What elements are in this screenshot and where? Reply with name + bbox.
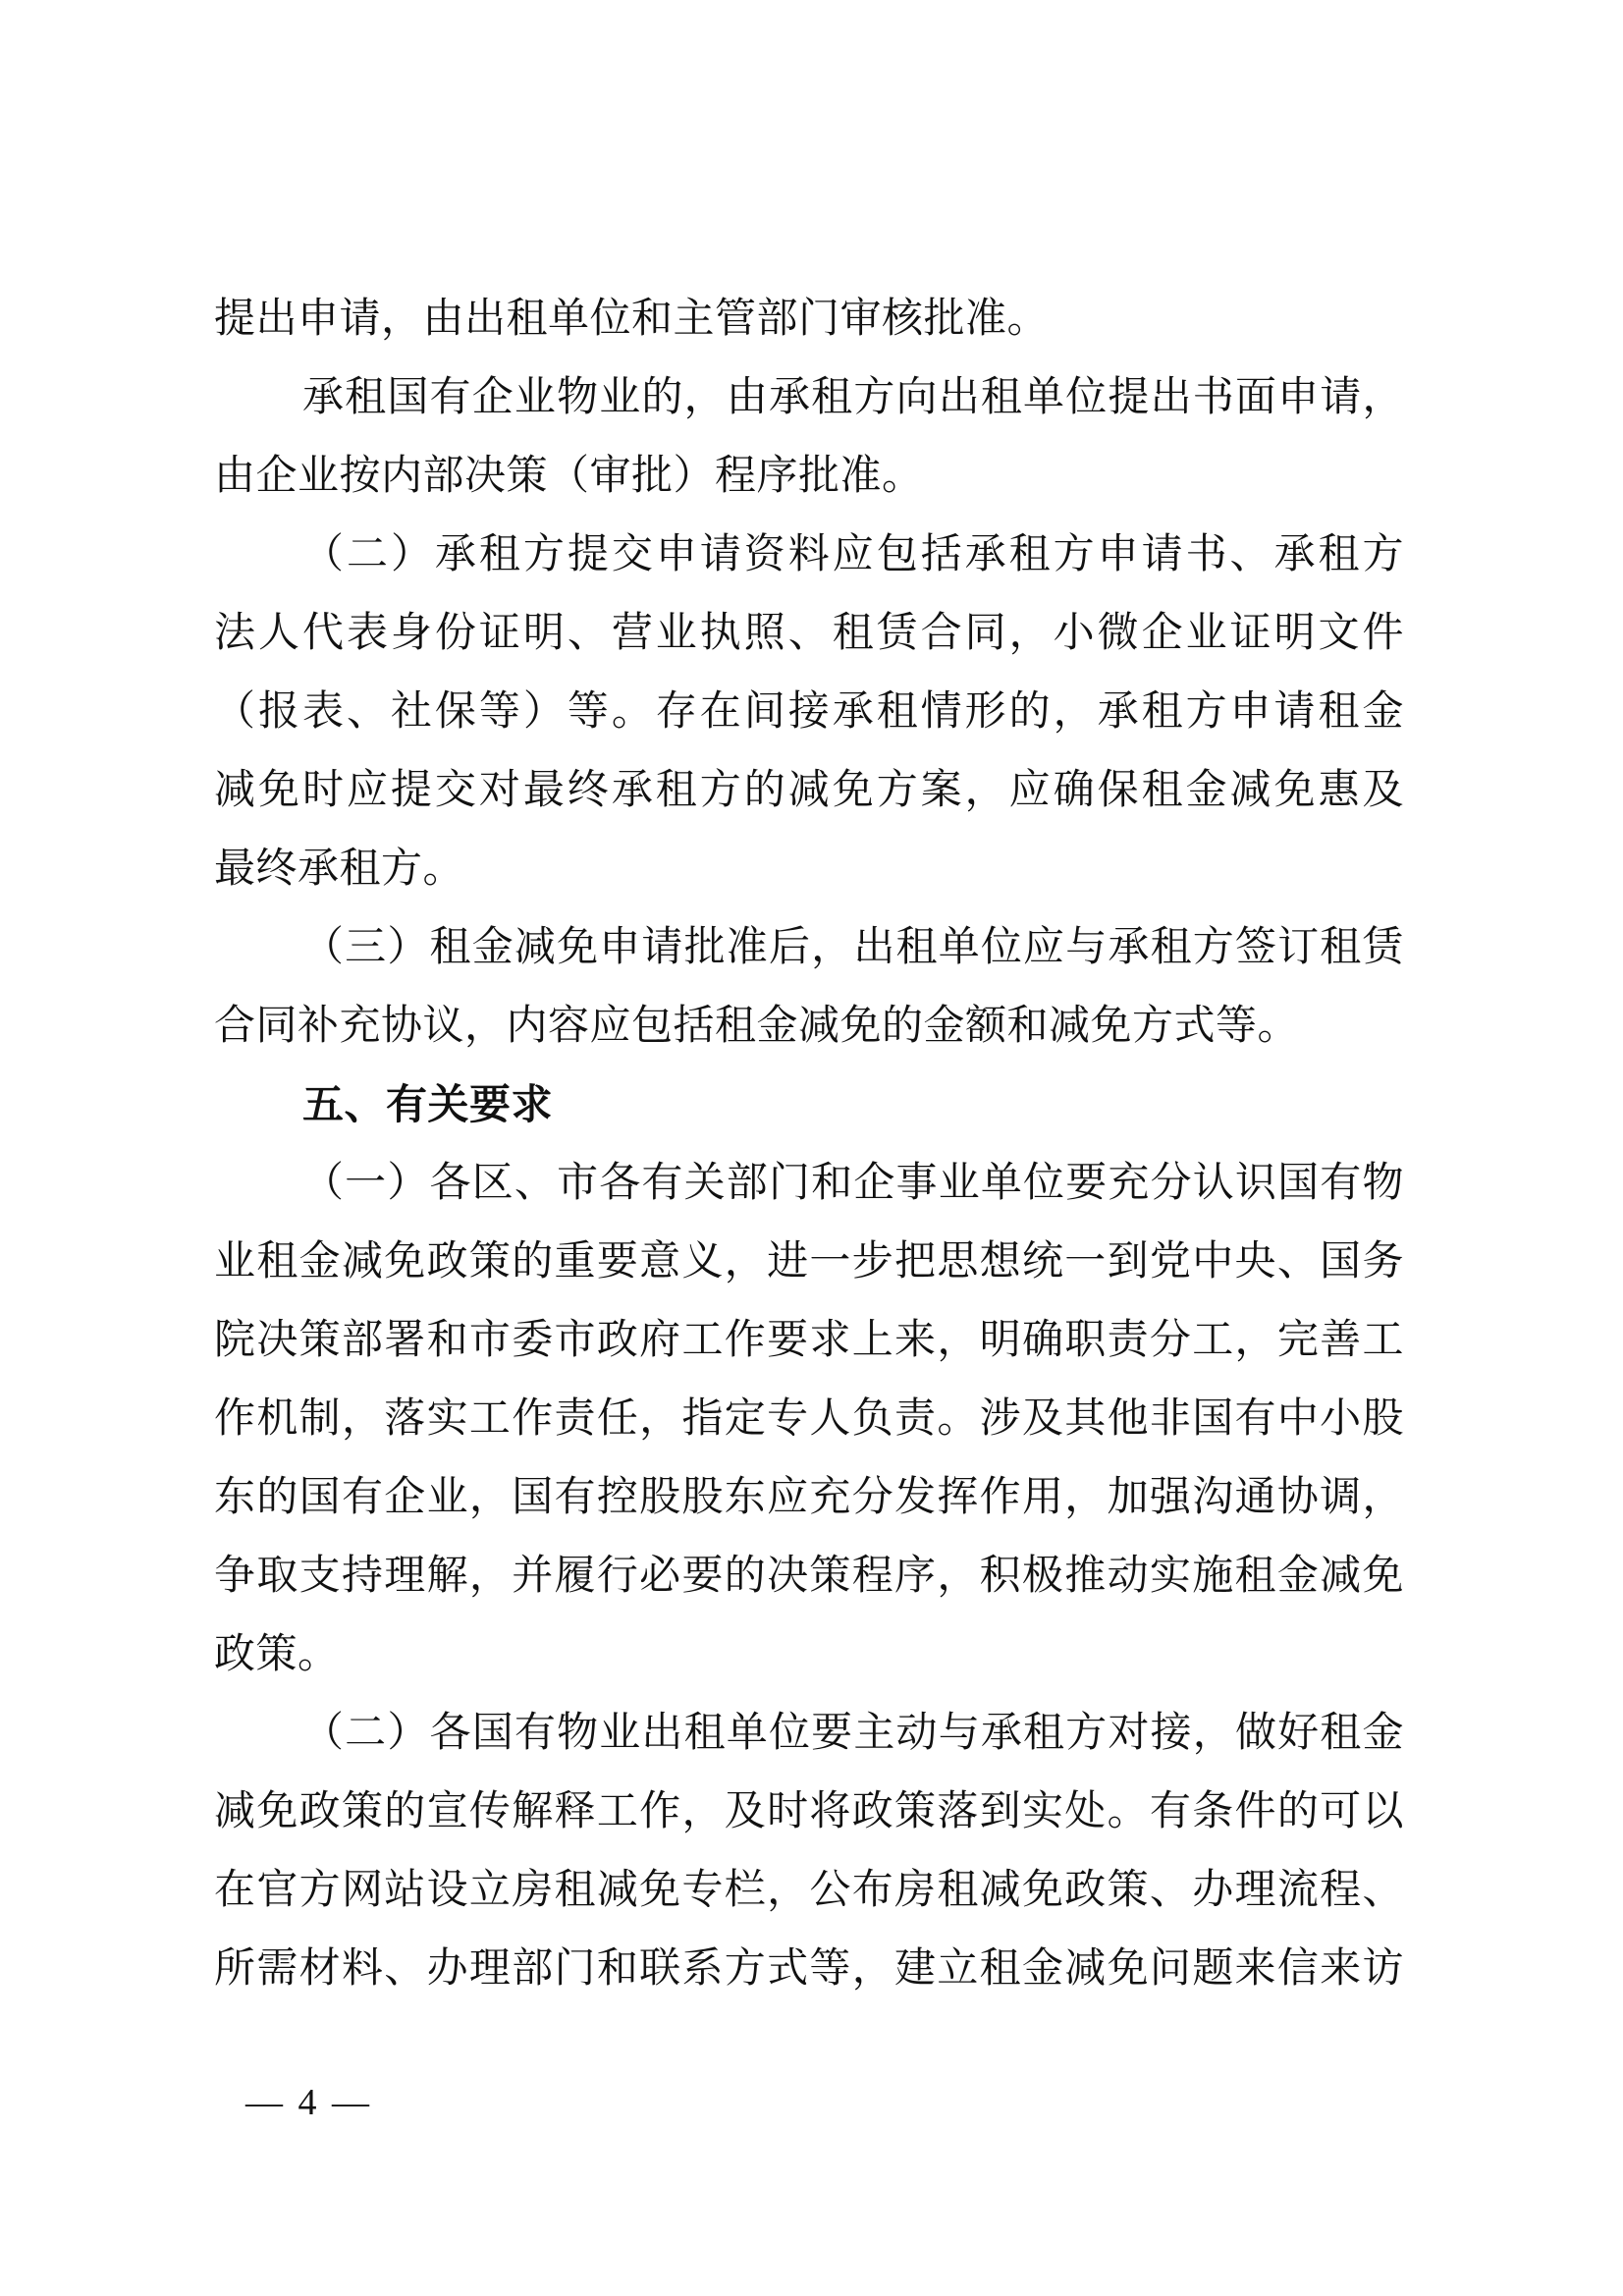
text-line: 业租金减免政策的重要意义，进一步把思想统一到党中央、国务 <box>214 1239 1404 1285</box>
text-line: （二）承租方提交申请资料应包括承租方申请书、承租方 <box>302 532 1404 577</box>
text-line: 所需材料、办理部门和联系方式等，建立租金减免问题来信来访 <box>214 1946 1404 1992</box>
text-line: （一）各区、市各有关部门和企事业单位要充分认识国有物 <box>302 1161 1404 1206</box>
text-line: 作机制，落实工作责任，指定专人负责。涉及其他非国有中小股 <box>214 1396 1404 1442</box>
text-line: 院决策部署和市委市政府工作要求上来，明确职责分工，完善工 <box>214 1318 1404 1363</box>
text-line: （三）租金减免申请批准后，出租单位应与承租方签订租赁 <box>302 925 1404 970</box>
section-heading: 五、有关要求 <box>302 1081 554 1127</box>
text-line: 在官方网站设立房租减免专栏，公布房租减免政策、办理流程、 <box>214 1868 1404 1913</box>
text-line: 减免时应提交对最终承租方的减免方案，应确保租金减免惠及 <box>214 768 1404 813</box>
text-line: 争取支持理解，并履行必要的决策程序，积极推动实施租金减免 <box>214 1554 1404 1599</box>
text-line: 合同补充协议，内容应包括租金减免的金额和减免方式等。 <box>214 1004 1300 1049</box>
text-line: 由企业按内部决策（审批）程序批准。 <box>214 454 924 499</box>
text-line: （二）各国有物业出租单位要主动与承租方对接，做好租金 <box>302 1711 1404 1756</box>
text-line: 东的国有企业，国有控股股东应充分发挥作用，加强沟通协调， <box>214 1475 1404 1520</box>
text-line: 法人代表身份证明、营业执照、租赁合同，小微企业证明文件 <box>214 611 1404 656</box>
page-number: — 4 — <box>245 2082 372 2123</box>
text-line: 政策。 <box>214 1632 340 1677</box>
document-text-block <box>214 280 1404 2008</box>
text-line: （报表、社保等）等。存在间接承租情形的，承租方申请租金 <box>214 689 1404 735</box>
text-line: 减免政策的宣传解释工作，及时将政策落到实处。有条件的可以 <box>214 1789 1404 1834</box>
text-line: 承租国有企业物业的，由承租方向出租单位提出书面申请， <box>302 375 1404 420</box>
text-line: 提出申请，由出租单位和主管部门审核批准。 <box>214 297 1050 342</box>
text-line: 最终承租方。 <box>214 847 465 892</box>
